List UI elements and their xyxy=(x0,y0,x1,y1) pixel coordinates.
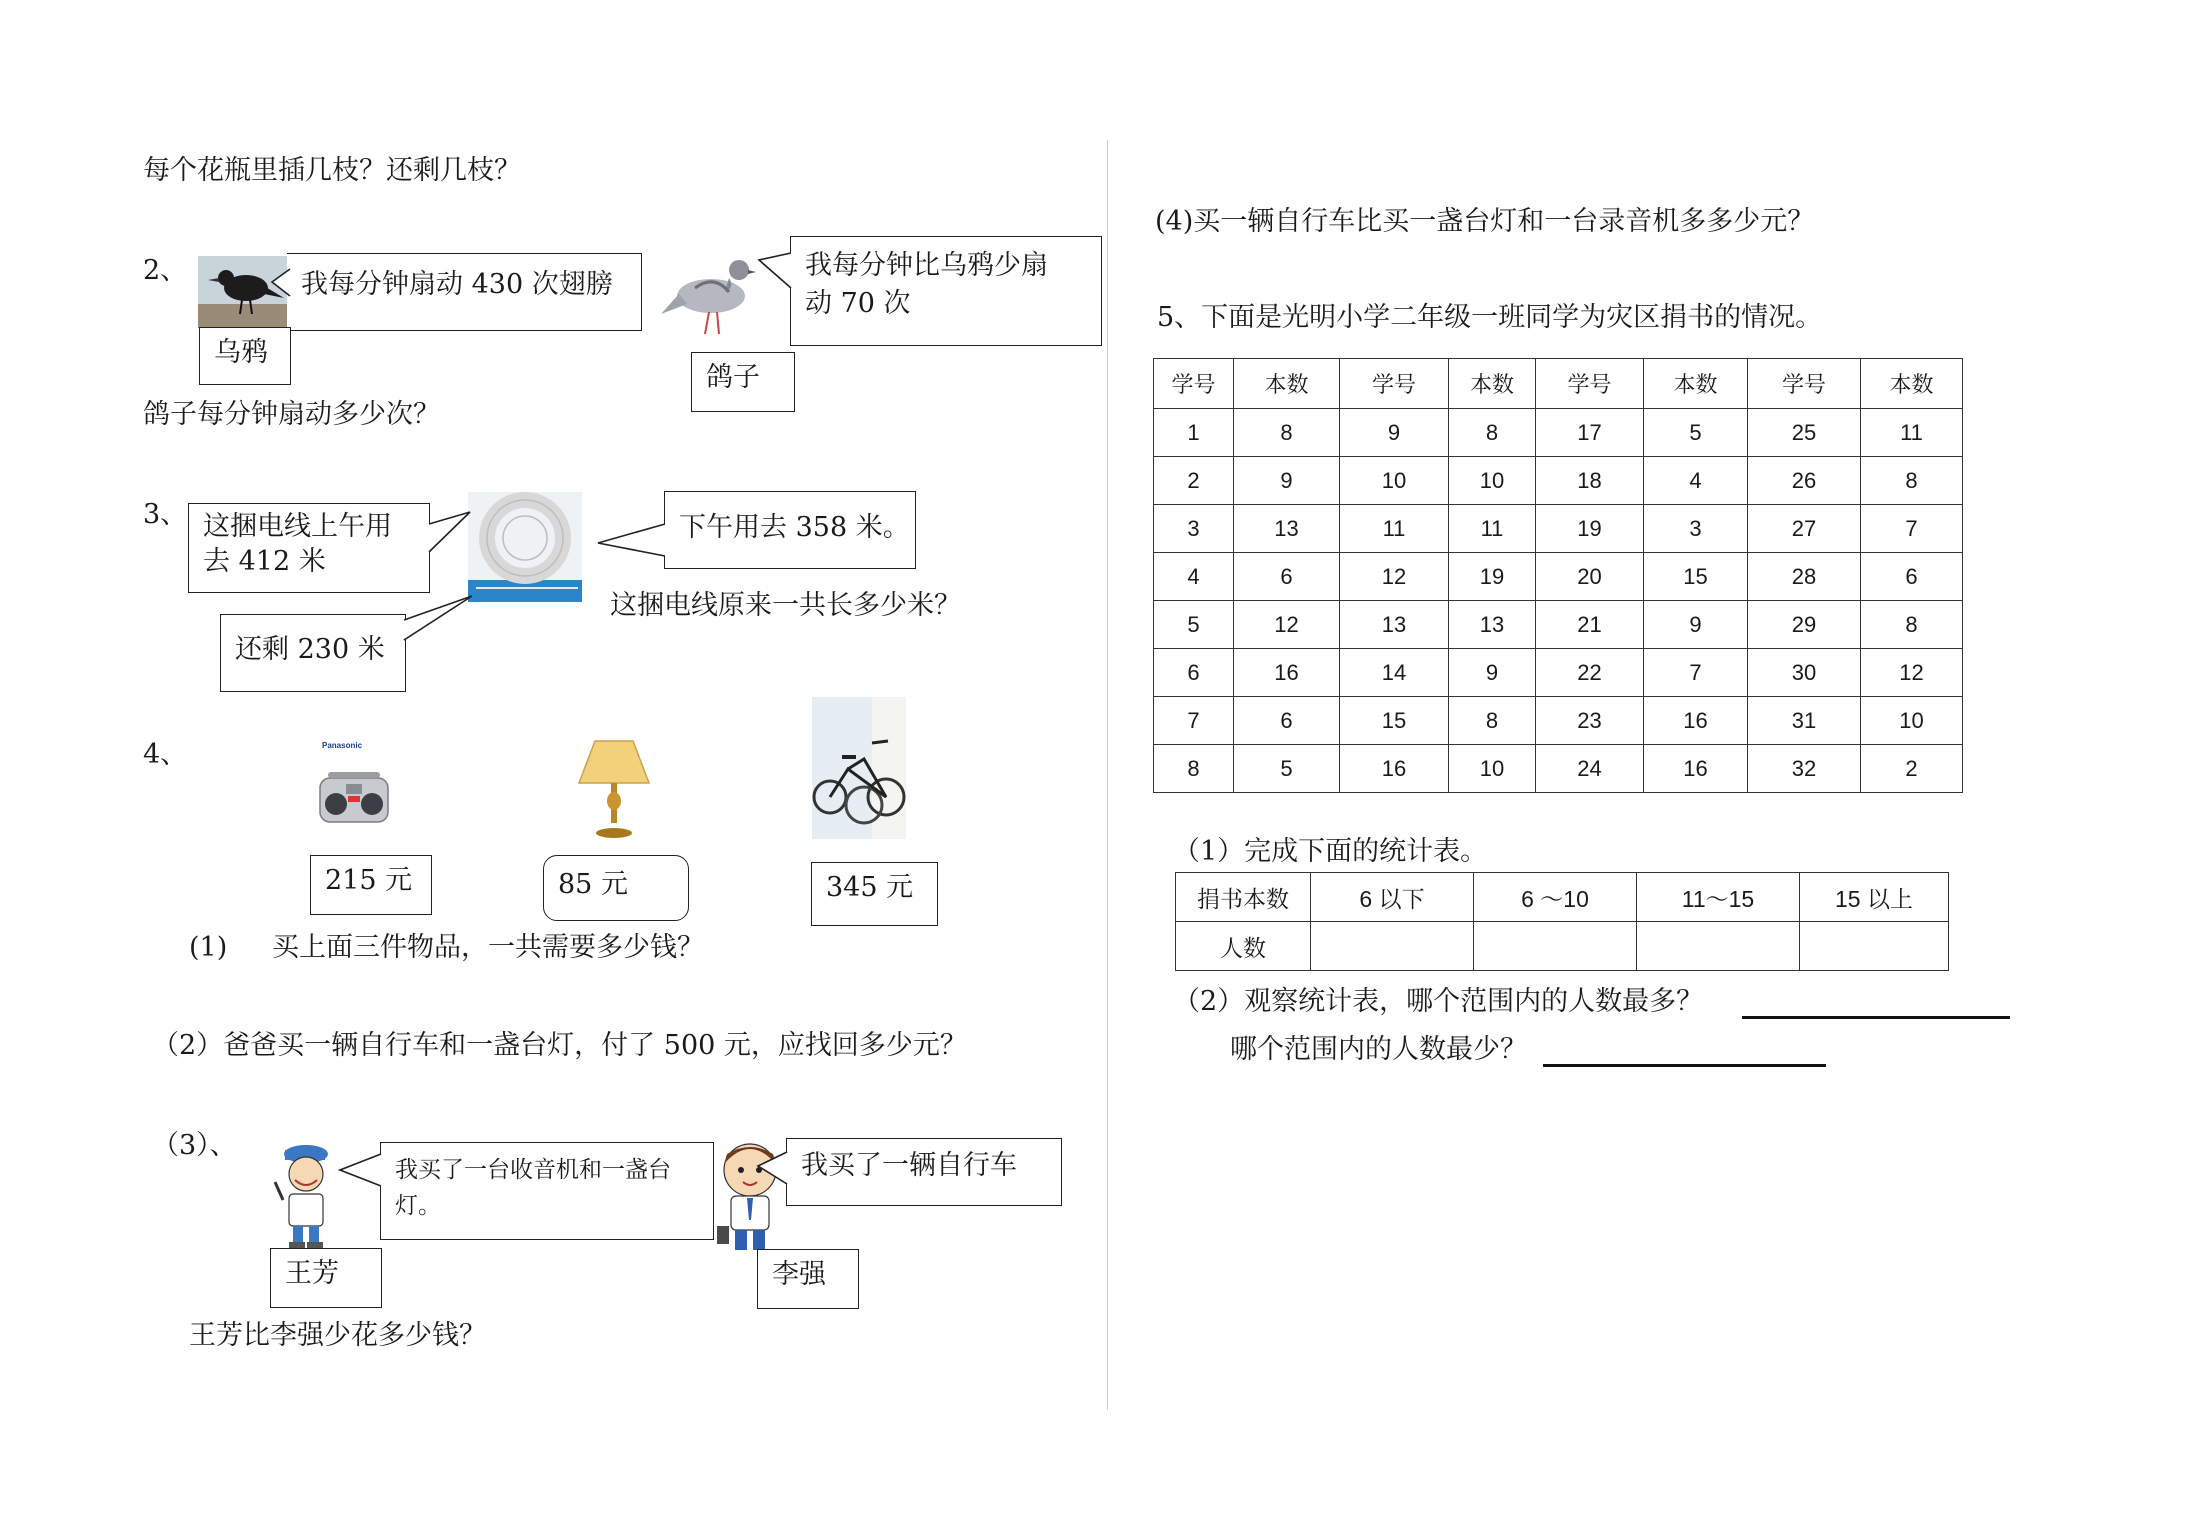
stat-table-header-row xyxy=(1176,873,1949,922)
student-number-cell: 4 xyxy=(1154,553,1234,601)
donation-header-cell: 本数 xyxy=(1234,359,1340,409)
crow-speech-text: 我每分钟扇动 430 次翅膀 xyxy=(301,269,613,300)
book-count-cell: 8 xyxy=(1449,697,1536,745)
liqiang-label: 李强 xyxy=(757,1249,859,1309)
donation-header-cell: 本数 xyxy=(1449,359,1536,409)
liqiang-bubble-tail xyxy=(756,1150,788,1190)
student-number-cell: 10 xyxy=(1340,457,1449,505)
table-row xyxy=(1154,409,1963,457)
stat-answer-cell[interactable] xyxy=(1637,922,1800,971)
pigeon-bubble-tail xyxy=(757,252,793,292)
student-number-cell: 25 xyxy=(1748,409,1861,457)
radio-price-tag: 215 元 xyxy=(310,855,432,915)
column-divider xyxy=(1107,140,1108,1410)
statistics-table xyxy=(1175,872,1949,971)
donation-header-cell: 学号 xyxy=(1536,359,1644,409)
table-row xyxy=(1154,505,1963,553)
q4-sub4-text: (4)买一辆自行车比买一盏台灯和一台录音机多多少元？ xyxy=(1155,206,1815,237)
table-row xyxy=(1154,553,1963,601)
q4-sub3-number: （3）、 xyxy=(152,1130,237,1161)
wangfang-label: 王芳 xyxy=(270,1248,382,1308)
question-3-text: 这捆电线原来一共长多少米？ xyxy=(610,590,961,621)
book-count-cell: 6 xyxy=(1234,553,1340,601)
student-number-cell: 16 xyxy=(1340,745,1449,793)
bicycle-price-tag: 345 元 xyxy=(811,862,938,926)
q4-sub1-number: (1) xyxy=(189,932,228,963)
book-count-cell: 8 xyxy=(1449,409,1536,457)
pigeon-speech-line1: 我每分钟比乌鸦少扇 xyxy=(805,250,1048,281)
student-number-cell: 9 xyxy=(1340,409,1449,457)
book-count-cell: 13 xyxy=(1449,601,1536,649)
student-number-cell: 27 xyxy=(1748,505,1861,553)
table-row xyxy=(1154,601,1963,649)
book-count-cell: 5 xyxy=(1644,409,1748,457)
stat-header-cell: 6 ～10 xyxy=(1474,873,1637,922)
donation-header-cell: 本数 xyxy=(1644,359,1748,409)
book-count-cell: 19 xyxy=(1449,553,1536,601)
book-count-cell: 7 xyxy=(1644,649,1748,697)
book-count-cell: 9 xyxy=(1449,649,1536,697)
student-number-cell: 24 xyxy=(1536,745,1644,793)
book-count-cell: 8 xyxy=(1234,409,1340,457)
student-number-cell: 6 xyxy=(1154,649,1234,697)
question-3-number: 3、 xyxy=(143,499,188,530)
stat-header-cell: 15 以上 xyxy=(1800,873,1949,922)
question-2-text: 鸽子每分钟扇动多少次？ xyxy=(143,399,440,430)
pigeon-picture xyxy=(659,244,759,344)
book-count-cell: 7 xyxy=(1861,505,1963,553)
answer-blank-most[interactable] xyxy=(1742,1016,2010,1019)
student-number-cell: 19 xyxy=(1536,505,1644,553)
student-number-cell: 30 xyxy=(1748,649,1861,697)
pigeon-label: 鸽子 xyxy=(691,352,795,412)
stat-count-row xyxy=(1176,922,1949,971)
table-row xyxy=(1154,745,1963,793)
book-count-cell: 9 xyxy=(1644,601,1748,649)
morning-usage-line1: 这捆电线上午用 xyxy=(203,511,392,542)
student-number-cell: 2 xyxy=(1154,457,1234,505)
book-count-cell: 6 xyxy=(1234,697,1340,745)
radio-picture xyxy=(318,770,390,832)
afternoon-usage-bubble: 下午用去 358 米。 xyxy=(664,491,916,569)
pigeon-speech-line2: 动 70 次 xyxy=(805,287,911,319)
afternoon-bubble-tail xyxy=(596,520,666,560)
student-number-cell: 13 xyxy=(1340,601,1449,649)
student-number-cell: 1 xyxy=(1154,409,1234,457)
table-row xyxy=(1154,649,1963,697)
remaining-bubble-tail xyxy=(402,594,474,646)
radio-brand: Panasonic xyxy=(322,741,363,750)
donation-header-cell: 学号 xyxy=(1748,359,1861,409)
stat-answer-cell[interactable] xyxy=(1311,922,1474,971)
book-count-cell: 3 xyxy=(1644,505,1748,553)
book-count-cell: 5 xyxy=(1234,745,1340,793)
book-count-cell: 16 xyxy=(1644,745,1748,793)
wangfang-speech-line1: 我买了一台收音机和一盏台 xyxy=(395,1157,671,1183)
donation-table-header-row xyxy=(1154,359,1963,409)
donation-table xyxy=(1153,358,1963,793)
q5-sub2-line1: （2）观察统计表，哪个范围内的人数最多？ xyxy=(1173,986,1704,1017)
crow-bubble-tail xyxy=(270,268,292,298)
book-count-cell: 16 xyxy=(1644,697,1748,745)
book-count-cell: 10 xyxy=(1449,457,1536,505)
donation-header-cell: 学号 xyxy=(1154,359,1234,409)
q5-sub2-line2: 哪个范围内的人数最少？ xyxy=(1230,1034,1527,1065)
student-number-cell: 17 xyxy=(1536,409,1644,457)
student-number-cell: 31 xyxy=(1748,697,1861,745)
q4-sub3-question: 王芳比李强少花多少钱？ xyxy=(189,1320,486,1351)
student-number-cell: 14 xyxy=(1340,649,1449,697)
student-number-cell: 7 xyxy=(1154,697,1234,745)
student-number-cell: 21 xyxy=(1536,601,1644,649)
stat-header-cell: 11～15 xyxy=(1637,873,1800,922)
book-count-cell: 10 xyxy=(1449,745,1536,793)
remaining-bubble: 还剩 230 米 xyxy=(220,614,406,692)
student-number-cell: 32 xyxy=(1748,745,1861,793)
book-count-cell: 12 xyxy=(1861,649,1963,697)
book-count-cell: 9 xyxy=(1234,457,1340,505)
wire-coil-picture xyxy=(468,492,582,602)
q4-sub2-text: （2）爸爸买一辆自行车和一盏台灯，付了 500 元，应找回多少元？ xyxy=(152,1030,967,1061)
wangfang-speech-bubble xyxy=(380,1142,714,1240)
book-count-cell: 12 xyxy=(1234,601,1340,649)
book-count-cell: 6 xyxy=(1861,553,1963,601)
stat-header-cell: 捐书本数 xyxy=(1176,873,1311,922)
wangfang-bubble-tail xyxy=(338,1152,382,1192)
morning-usage-line2: 去 412 米 xyxy=(203,546,326,578)
stat-row-label: 人数 xyxy=(1176,922,1311,971)
book-count-cell: 4 xyxy=(1644,457,1748,505)
book-count-cell: 10 xyxy=(1861,697,1963,745)
stat-answer-cell[interactable] xyxy=(1474,922,1637,971)
student-number-cell: 12 xyxy=(1340,553,1449,601)
book-count-cell: 8 xyxy=(1861,457,1963,505)
student-number-cell: 26 xyxy=(1748,457,1861,505)
lamp-price-tag: 85 元 xyxy=(543,855,689,921)
book-count-cell: 8 xyxy=(1861,601,1963,649)
student-number-cell: 5 xyxy=(1154,601,1234,649)
donation-header-cell: 本数 xyxy=(1861,359,1963,409)
question-5-title: 5、下面是光明小学二年级一班同学为灾区捐书的情况。 xyxy=(1157,302,1823,333)
crow-label: 乌鸦 xyxy=(199,327,291,385)
book-count-cell: 13 xyxy=(1234,505,1340,553)
table-row xyxy=(1154,457,1963,505)
question-2-number: 2、 xyxy=(143,255,188,286)
wangfang-speech-line2: 灯。 xyxy=(395,1192,441,1219)
bicycle-picture xyxy=(812,697,906,839)
student-number-cell: 20 xyxy=(1536,553,1644,601)
morning-usage-bubble xyxy=(188,503,430,593)
student-number-cell: 28 xyxy=(1748,553,1861,601)
liqiang-speech-bubble: 我买了一辆自行车 xyxy=(786,1138,1062,1206)
student-number-cell: 11 xyxy=(1340,505,1449,553)
book-count-cell: 16 xyxy=(1234,649,1340,697)
book-count-cell: 11 xyxy=(1449,505,1536,553)
book-count-cell: 15 xyxy=(1644,553,1748,601)
q4-sub1-text: 买上面三件物品，一共需要多少钱？ xyxy=(272,932,704,963)
question-4-number: 4、 xyxy=(143,739,188,770)
table-row xyxy=(1154,697,1963,745)
student-number-cell: 29 xyxy=(1748,601,1861,649)
intro-question: 每个花瓶里插几枝？还剩几枝？ xyxy=(143,155,521,186)
student-number-cell: 23 xyxy=(1536,697,1644,745)
q5-sub1-text: （1）完成下面的统计表。 xyxy=(1173,836,1488,867)
stat-header-cell: 6 以下 xyxy=(1311,873,1474,922)
answer-blank-least[interactable] xyxy=(1543,1064,1826,1067)
student-number-cell: 3 xyxy=(1154,505,1234,553)
student-number-cell: 22 xyxy=(1536,649,1644,697)
student-number-cell: 18 xyxy=(1536,457,1644,505)
book-count-cell: 11 xyxy=(1861,409,1963,457)
student-number-cell: 15 xyxy=(1340,697,1449,745)
crow-speech-bubble xyxy=(287,253,642,331)
donation-header-cell: 学号 xyxy=(1340,359,1449,409)
book-count-cell: 2 xyxy=(1861,745,1963,793)
wangfang-cartoon xyxy=(273,1142,339,1250)
student-number-cell: 8 xyxy=(1154,745,1234,793)
pigeon-speech-bubble xyxy=(790,236,1102,346)
stat-answer-cell[interactable] xyxy=(1800,922,1949,971)
desk-lamp-picture xyxy=(577,737,651,841)
morning-bubble-tail xyxy=(428,508,472,568)
